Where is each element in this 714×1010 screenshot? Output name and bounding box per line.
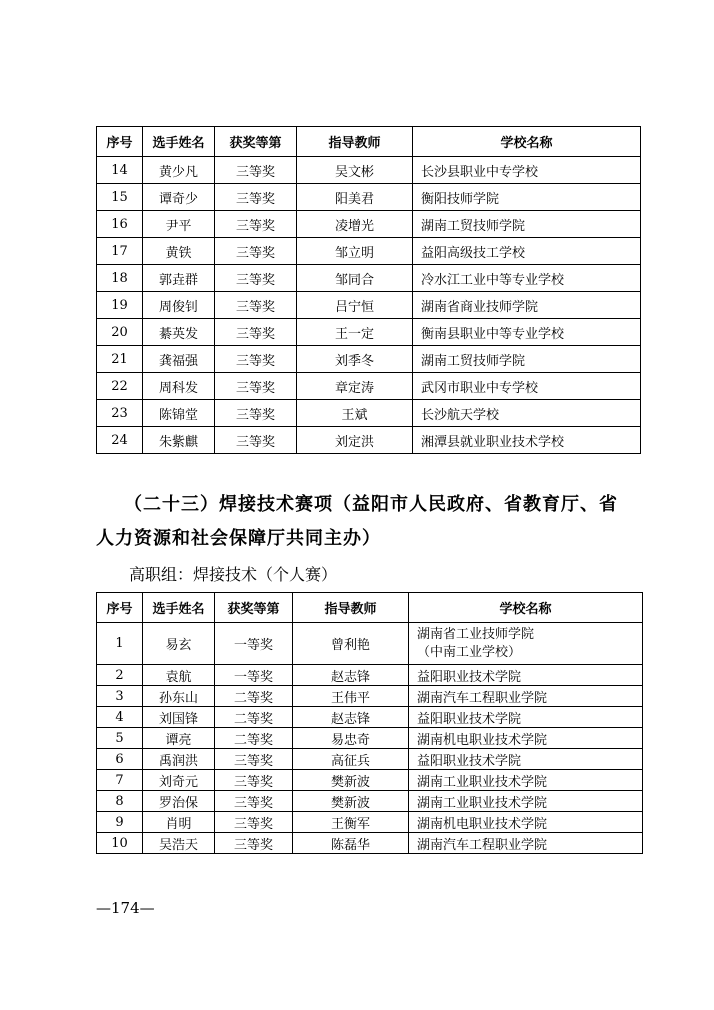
cell-index: 21: [97, 346, 143, 373]
table-row: [97, 707, 643, 728]
table-row: [97, 749, 643, 770]
cell-index: 5: [97, 728, 143, 749]
table-row: [97, 665, 643, 686]
cell-teacher: 高征兵: [293, 749, 409, 770]
cell-name: 易玄: [143, 623, 215, 665]
cell-award: 三等奖: [215, 749, 293, 770]
cell-index: 22: [97, 373, 143, 400]
section-title-line-1: （二十三）焊接技术赛项（益阳市人民政府、省教育厅、省: [124, 494, 618, 515]
cell-name: 綦英发: [143, 319, 215, 346]
cell-teacher: 凌增光: [297, 211, 413, 238]
cell-award: 三等奖: [215, 791, 293, 812]
cell-index: 20: [97, 319, 143, 346]
cell-index: 4: [97, 707, 143, 728]
cell-name: 尹平: [143, 211, 215, 238]
school-name-line: （中南工业学校）: [417, 644, 522, 660]
cell-name: 袁航: [143, 665, 215, 686]
cell-teacher: 章定涛: [297, 373, 413, 400]
cell-award: 三等奖: [215, 157, 297, 184]
header-award: 获奖等第: [215, 593, 293, 623]
table-header-row: [97, 127, 641, 157]
school-name-line: 湖南省工业技师学院: [417, 626, 535, 642]
cell-index: 16: [97, 211, 143, 238]
cell-index: 9: [97, 812, 143, 833]
cell-name: 吴浩天: [143, 833, 215, 854]
cell-name: 黄铁: [143, 238, 215, 265]
cell-teacher: 王衡军: [293, 812, 409, 833]
cell-school: [409, 623, 643, 665]
cell-index: 10: [97, 833, 143, 854]
header-name: 选手姓名: [143, 593, 215, 623]
section-title-line-2: 人力资源和社会保障厅共同主办）: [96, 528, 381, 549]
table-row: [97, 770, 643, 791]
cell-award: 三等奖: [215, 770, 293, 791]
table-row: [97, 833, 643, 854]
cell-index: 3: [97, 686, 143, 707]
table-row: [97, 728, 643, 749]
cell-index: 2: [97, 665, 143, 686]
cell-school: 湖南机电职业技术学院: [409, 728, 643, 749]
cell-school: 冷水江工业中等专业学校: [413, 265, 641, 292]
cell-name: 周科发: [143, 373, 215, 400]
cell-school: 衡南县职业中等专业学校: [413, 319, 641, 346]
cell-school: 长沙航天学校: [413, 400, 641, 427]
cell-award: 三等奖: [215, 812, 293, 833]
cell-teacher: 陈磊华: [293, 833, 409, 854]
cell-name: 孙东山: [143, 686, 215, 707]
cell-index: 14: [97, 157, 143, 184]
cell-teacher: 刘定洪: [297, 427, 413, 454]
cell-school: 武冈市职业中专学校: [413, 373, 641, 400]
cell-school: 益阳职业技术学院: [409, 707, 643, 728]
cell-award: 三等奖: [215, 211, 297, 238]
header-index: 序号: [97, 593, 143, 623]
table-row: [97, 346, 641, 373]
cell-teacher: 樊新波: [293, 791, 409, 812]
cell-school: 湘潭县就业职业技术学校: [413, 427, 641, 454]
cell-name: 罗治保: [143, 791, 215, 812]
cell-index: 6: [97, 749, 143, 770]
table-row: [97, 211, 641, 238]
table-row: [97, 265, 641, 292]
cell-teacher: 曾利艳: [293, 623, 409, 665]
cell-index: 1: [97, 623, 143, 665]
cell-school: 湖南工贸技师学院: [413, 346, 641, 373]
cell-award: 三等奖: [215, 427, 297, 454]
cell-teacher: 王一定: [297, 319, 413, 346]
cell-school: 湖南工贸技师学院: [413, 211, 641, 238]
cell-award: 三等奖: [215, 400, 297, 427]
cell-name: 黄少凡: [143, 157, 215, 184]
cell-name: 郭垚群: [143, 265, 215, 292]
table-row: [97, 184, 641, 211]
cell-name: 谭亮: [143, 728, 215, 749]
award-table-1: [96, 126, 641, 454]
cell-school: 益阳职业技术学院: [409, 749, 643, 770]
header-teacher: 指导教师: [297, 127, 413, 157]
cell-award: 二等奖: [215, 707, 293, 728]
cell-teacher: 赵志锋: [293, 707, 409, 728]
cell-award: 三等奖: [215, 833, 293, 854]
cell-name: 龚福强: [143, 346, 215, 373]
cell-teacher: 邹同合: [297, 265, 413, 292]
cell-teacher: 樊新波: [293, 770, 409, 791]
table-row: [97, 319, 641, 346]
cell-name: 谭奇少: [143, 184, 215, 211]
cell-index: 8: [97, 791, 143, 812]
header-school: 学校名称: [413, 127, 641, 157]
table-row: [97, 292, 641, 319]
cell-school: 益阳职业技术学院: [409, 665, 643, 686]
cell-school: 湖南汽车工程职业学院: [409, 833, 643, 854]
cell-school: 衡阳技师学院: [413, 184, 641, 211]
cell-school: 湖南工业职业技术学院: [409, 791, 643, 812]
cell-teacher: 邹立明: [297, 238, 413, 265]
cell-name: 刘国锋: [143, 707, 215, 728]
cell-index: 7: [97, 770, 143, 791]
cell-award: 三等奖: [215, 184, 297, 211]
cell-teacher: 刘季冬: [297, 346, 413, 373]
table-row: [97, 373, 641, 400]
cell-award: 一等奖: [215, 665, 293, 686]
cell-index: 24: [97, 427, 143, 454]
cell-award: 三等奖: [215, 373, 297, 400]
table-header-row: [97, 593, 643, 623]
section-title: [96, 488, 636, 556]
cell-index: 19: [97, 292, 143, 319]
header-school: 学校名称: [409, 593, 643, 623]
table-row: [97, 791, 643, 812]
table-row: [97, 238, 641, 265]
cell-school: 湖南汽车工程职业学院: [409, 686, 643, 707]
cell-name: 朱紫麒: [143, 427, 215, 454]
cell-teacher: 王斌: [297, 400, 413, 427]
table-row: [97, 400, 641, 427]
section-subtitle: 高职组：焊接技术（个人赛）: [129, 565, 338, 584]
table-row: [97, 623, 643, 665]
cell-award: 三等奖: [215, 265, 297, 292]
cell-award: 三等奖: [215, 238, 297, 265]
cell-teacher: 易忠奇: [293, 728, 409, 749]
cell-teacher: 阳美君: [297, 184, 413, 211]
cell-school: 益阳高级技工学校: [413, 238, 641, 265]
header-name: 选手姓名: [143, 127, 215, 157]
header-award: 获奖等第: [215, 127, 297, 157]
cell-school: 湖南机电职业技术学院: [409, 812, 643, 833]
cell-teacher: 王伟平: [293, 686, 409, 707]
cell-name: 刘奇元: [143, 770, 215, 791]
header-index: 序号: [97, 127, 143, 157]
cell-teacher: 吕宁恒: [297, 292, 413, 319]
award-table-2: [96, 592, 643, 854]
cell-index: 18: [97, 265, 143, 292]
cell-name: 禹润洪: [143, 749, 215, 770]
cell-index: 23: [97, 400, 143, 427]
cell-award: 二等奖: [215, 686, 293, 707]
cell-award: 三等奖: [215, 319, 297, 346]
cell-index: 15: [97, 184, 143, 211]
cell-name: 肖明: [143, 812, 215, 833]
cell-school: 湖南省商业技师学院: [413, 292, 641, 319]
header-teacher: 指导教师: [293, 593, 409, 623]
cell-award: 三等奖: [215, 346, 297, 373]
table-row: [97, 812, 643, 833]
cell-award: 三等奖: [215, 292, 297, 319]
cell-school: 湖南工业职业技术学院: [409, 770, 643, 791]
table-row: [97, 686, 643, 707]
cell-index: 17: [97, 238, 143, 265]
page-number: —174—: [96, 899, 155, 917]
cell-award: 一等奖: [215, 623, 293, 665]
cell-school: 长沙县职业中专学校: [413, 157, 641, 184]
cell-teacher: 吴文彬: [297, 157, 413, 184]
cell-name: 陈锦堂: [143, 400, 215, 427]
table-row: [97, 157, 641, 184]
cell-award: 二等奖: [215, 728, 293, 749]
table-row: [97, 427, 641, 454]
cell-teacher: 赵志锋: [293, 665, 409, 686]
cell-name: 周俊钊: [143, 292, 215, 319]
